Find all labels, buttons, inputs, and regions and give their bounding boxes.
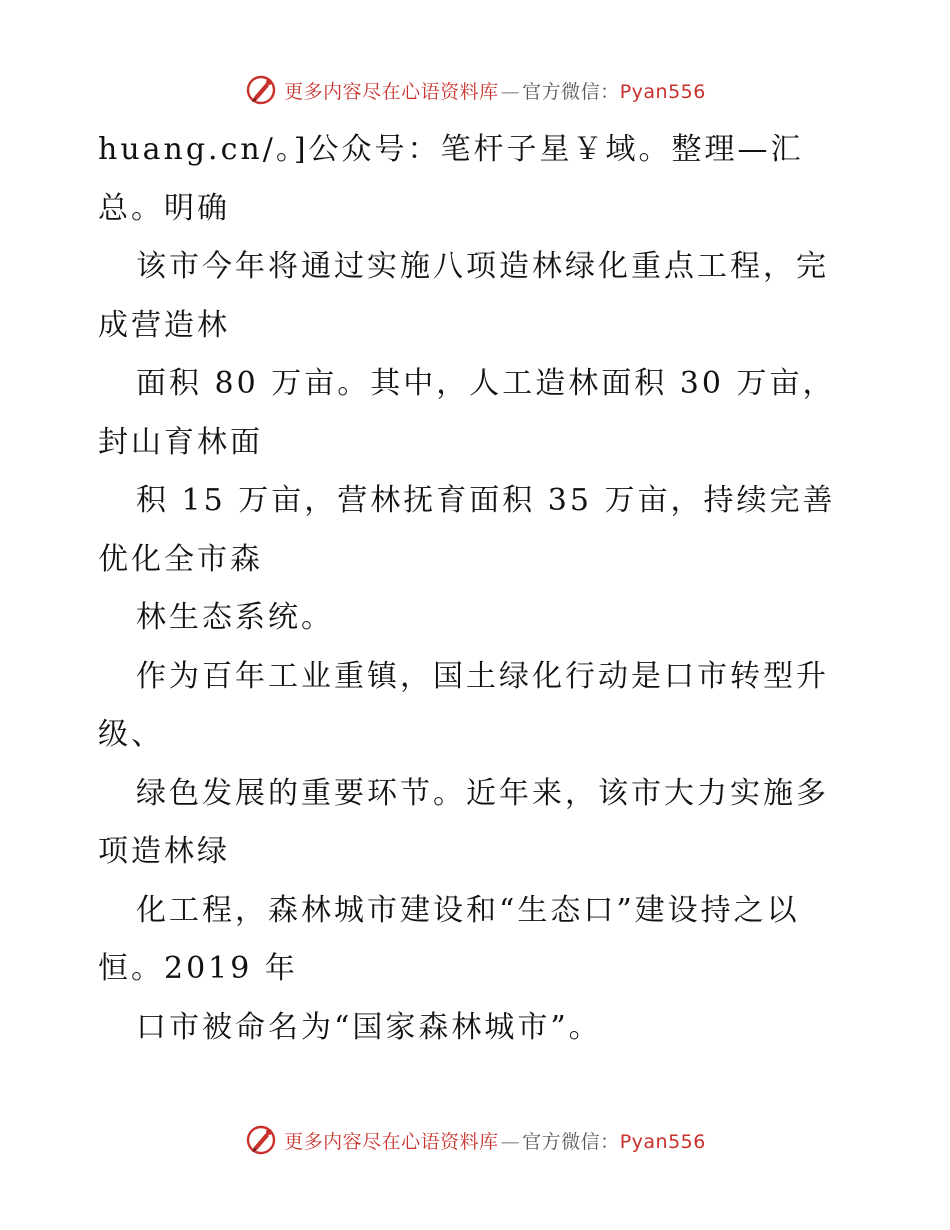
watermark-contact-label: 官方微信：	[522, 1130, 620, 1153]
watermark-text	[284, 77, 706, 104]
text-line: 级、	[98, 717, 164, 752]
text-line: 优化全市森	[98, 541, 263, 577]
text-line: 恒。2019 年	[98, 951, 298, 986]
text-line: 面积 80 万亩。其中，人工造林面积 30 万亩，	[136, 366, 836, 401]
text-line: 成营造林	[98, 307, 230, 343]
watermark-contact-id: Pyan556	[619, 80, 706, 103]
text-line: 作为百年工业重镇，国土绿化行动是口市转型升	[136, 658, 829, 694]
watermark-dash: —	[500, 1130, 521, 1153]
footer-watermark	[0, 1120, 950, 1160]
document-body	[98, 121, 858, 1057]
pen-logo-icon	[244, 73, 278, 107]
watermark-contact-id: Pyan556	[619, 1130, 706, 1153]
text-line: 化工程，森林城市建设和“生态口”建设持之以	[136, 892, 800, 928]
header-watermark	[0, 70, 950, 110]
text-line: 封山育林面	[98, 424, 263, 460]
watermark-text	[284, 1127, 706, 1154]
watermark-dash: —	[500, 80, 521, 103]
text-line: 绿色发展的重要环节。近年来，该市大力实施多	[136, 775, 829, 811]
text-line: huang.cn/。]公众号：笔杆子星￥域。整理—汇	[98, 132, 804, 167]
watermark-contact-label: 官方微信：	[522, 80, 620, 103]
pen-logo-icon	[244, 1123, 278, 1157]
text-line: 项造林绿	[98, 834, 230, 869]
text-line: 该市今年将通过实施八项造林绿化重点工程，完	[136, 249, 829, 284]
text-line: 积 15 万亩，营林抚育面积 35 万亩，持续完善	[136, 483, 836, 518]
text-line: 总。明确	[98, 190, 230, 226]
watermark-brand: 更多内容尽在心语资料库	[284, 1130, 499, 1153]
text-line: 林生态系统。	[136, 600, 334, 635]
watermark-brand: 更多内容尽在心语资料库	[284, 80, 499, 103]
text-line: 口市被命名为“国家森林城市”。	[136, 1009, 602, 1045]
